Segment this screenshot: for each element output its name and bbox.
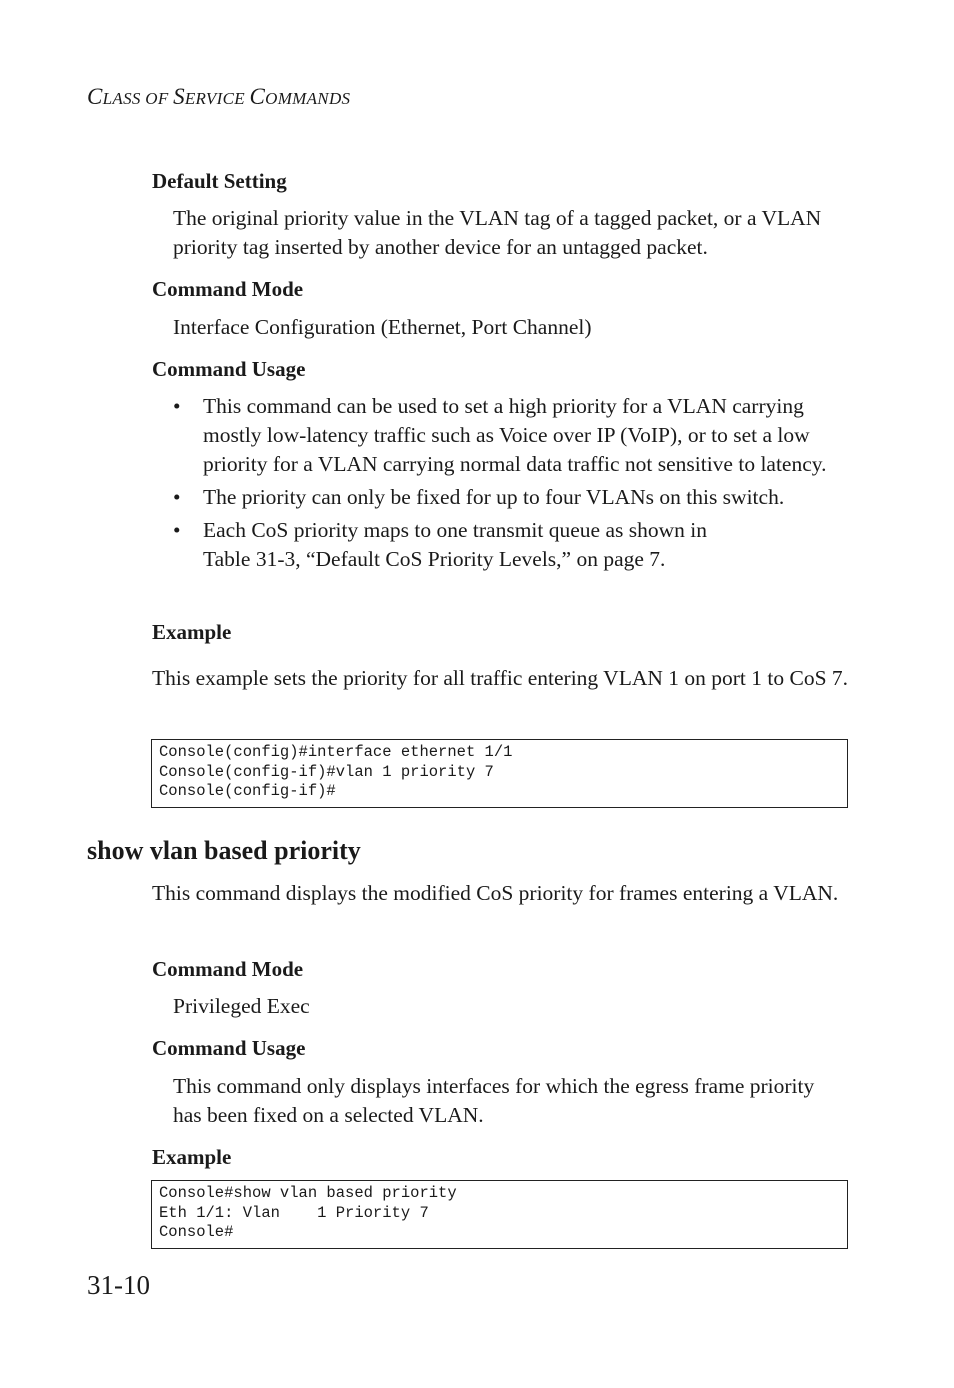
default-setting-heading: Default Setting bbox=[152, 169, 287, 193]
usage-bullet: • This command can be used to set a high priority for a VLAN carrying mostly low-latency traffic such as Voice over IP (VoIP), or to set a low priority for a VLAN carrying normal data traffic not sensitive to latency. bbox=[173, 392, 858, 479]
example-text: This example sets the priority for all traffic entering VLAN 1 on port 1 to CoS 7. bbox=[152, 666, 849, 690]
usage-bullet: • Each CoS priority maps to one transmit queue as shown in Table 31-3, “Default CoS Priority Levels,” on page 7. bbox=[173, 516, 858, 574]
example-heading: Example bbox=[152, 620, 232, 644]
command-mode-heading-2: Command Mode bbox=[152, 957, 304, 981]
command-mode-heading: Command Mode bbox=[152, 277, 304, 301]
section-title: show vlan based priority bbox=[87, 836, 361, 865]
command-mode-text-2: Privileged Exec bbox=[173, 994, 310, 1018]
example-heading-2: Example bbox=[152, 1145, 232, 1169]
usage-bullet: • The priority can only be fixed for up to four VLANs on this switch. bbox=[173, 483, 858, 512]
default-setting-text: The original priority value in the VLAN tag of a tagged packet, or a VLAN priority tag inserted by another device for an untagged packet. bbox=[173, 206, 822, 259]
code-example-2: Console#show vlan based priority Eth 1/1: Vlan 1 Priority 7 Console# bbox=[151, 1180, 848, 1249]
page-number: 31-10 bbox=[87, 1270, 150, 1300]
command-usage-text-2: This command only displays interfaces for which the egress frame priority has been fixed on a selected VLAN. bbox=[173, 1074, 815, 1127]
command-usage-heading: Command Usage bbox=[152, 357, 306, 381]
running-head: CLASS OF SERVICE COMMANDS bbox=[87, 84, 351, 109]
code-example-1: Console(config)#interface ethernet 1/1 Console(config-if)#vlan 1 priority 7 Console(config-if)# bbox=[151, 739, 848, 808]
command-usage-list bbox=[173, 392, 858, 578]
section-intro: This command displays the modified CoS priority for frames entering a VLAN. bbox=[152, 881, 839, 905]
command-mode-text: Interface Configuration (Ethernet, Port Channel) bbox=[173, 315, 592, 339]
command-usage-heading-2: Command Usage bbox=[152, 1036, 306, 1060]
